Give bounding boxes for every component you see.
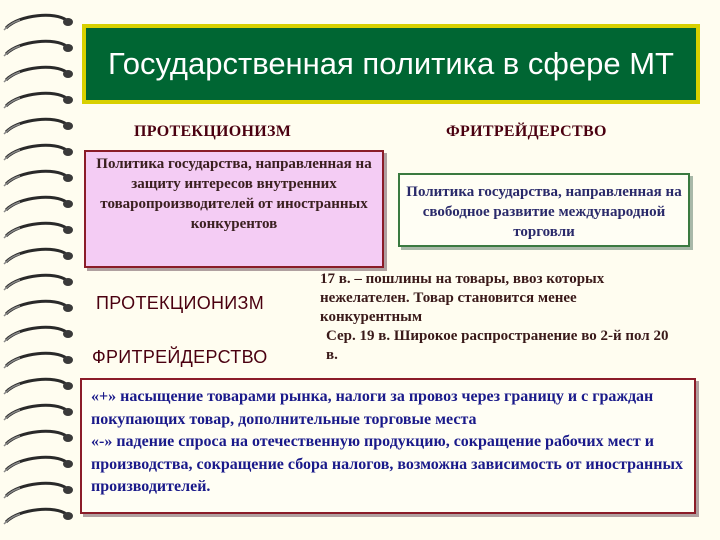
spiral-hole <box>63 460 73 468</box>
spiral-hole <box>63 252 73 260</box>
spiral-hole <box>63 96 73 104</box>
effects-plus: «+» насыщение товарами рынка, налоги за провоз через границу и с граждан покупающих товар, дополнительные торговые места <box>91 388 654 428</box>
spiral-hole <box>63 304 73 312</box>
label-protectionism: ПРОТЕКЦИОНИЗМ <box>96 293 264 313</box>
spiral-hole <box>63 408 73 416</box>
spiral-hole <box>63 356 73 364</box>
heading-protectionism: ПРОТЕКЦИОНИЗМ <box>134 123 292 140</box>
effects-minus: «-» падение спроса на отечественную продукцию, сокращение рабочих мест и производства, сокращение сбора налогов, возможна зависимость от иностранных производителей. <box>91 433 683 495</box>
spiral-hole <box>63 486 73 494</box>
history-protectionism: 17 в. – пошлины на товары, ввоз которых нежелателен. Товар становится менее конкурентным <box>320 271 605 325</box>
spiral-hole <box>63 382 73 390</box>
label-free-trade: ФРИТРЕЙДЕРСТВО <box>92 347 268 367</box>
spiral-hole <box>63 434 73 442</box>
spiral-hole <box>63 148 73 156</box>
page-title: Государственная политика в сфере МТ <box>108 46 674 81</box>
spiral-hole <box>63 44 73 52</box>
history-notes <box>320 270 680 365</box>
spiral-hole <box>63 122 73 130</box>
history-free-trade: Сер. 19 в. Широкое распространение во 2-й пол 20 в. <box>326 328 669 363</box>
effects-box <box>80 378 696 514</box>
title-banner <box>82 24 700 104</box>
definition-free-trade: Политика государства, направленная на свободное развитие международной торговли <box>398 173 690 247</box>
spiral-hole <box>63 226 73 234</box>
heading-free-trade: ФРИТРЕЙДЕРСТВО <box>446 123 607 140</box>
spiral-hole <box>63 200 73 208</box>
spiral-hole <box>63 512 73 520</box>
spiral-hole <box>63 278 73 286</box>
spiral-hole <box>63 174 73 182</box>
spiral-hole <box>63 330 73 338</box>
spiral-hole <box>63 70 73 78</box>
definition-protectionism: Политика государства, направленная на защиту интересов внутренних товаропроизводителей от иностранных конкурентов <box>84 150 384 268</box>
spiral-hole <box>63 18 73 26</box>
spiral-binding-decoration <box>0 0 78 540</box>
